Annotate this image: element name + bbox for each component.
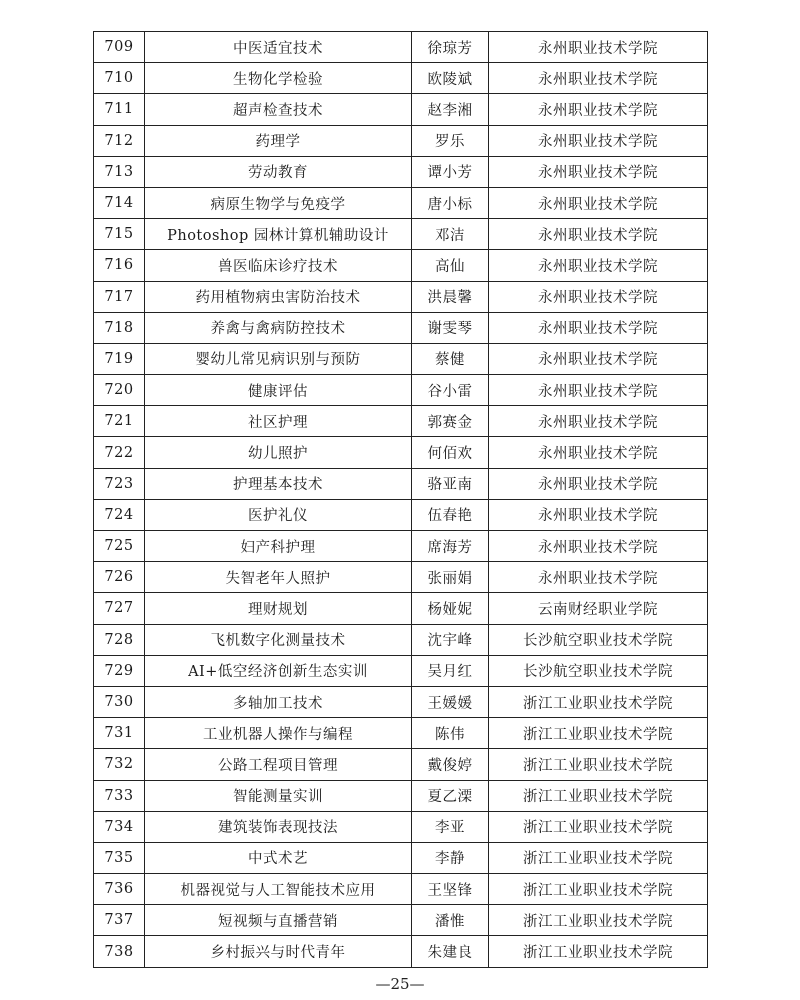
person-name: 李亚 bbox=[412, 811, 489, 842]
course-name: Photoshop 园林计算机辅助设计 bbox=[145, 219, 412, 250]
course-name: 工业机器人操作与编程 bbox=[145, 718, 412, 749]
person-name: 赵李湘 bbox=[412, 94, 489, 125]
row-number: 728 bbox=[94, 624, 145, 655]
table-row bbox=[94, 811, 708, 842]
person-name: 罗乐 bbox=[412, 125, 489, 156]
row-number: 738 bbox=[94, 936, 145, 967]
row-number: 709 bbox=[94, 32, 145, 63]
table-row bbox=[94, 936, 708, 967]
row-number: 722 bbox=[94, 437, 145, 468]
school-name: 永州职业技术学院 bbox=[489, 312, 708, 343]
school-name: 永州职业技术学院 bbox=[489, 437, 708, 468]
school-name: 长沙航空职业技术学院 bbox=[489, 655, 708, 686]
school-name: 永州职业技术学院 bbox=[489, 343, 708, 374]
course-name: 多轴加工技术 bbox=[145, 686, 412, 717]
school-name: 浙江工业职业技术学院 bbox=[489, 749, 708, 780]
row-number: 736 bbox=[94, 874, 145, 905]
school-name: 浙江工业职业技术学院 bbox=[489, 905, 708, 936]
person-name: 徐琼芳 bbox=[412, 32, 489, 63]
table-row bbox=[94, 250, 708, 281]
row-number: 727 bbox=[94, 593, 145, 624]
person-name: 邓洁 bbox=[412, 219, 489, 250]
row-number: 732 bbox=[94, 749, 145, 780]
row-number: 721 bbox=[94, 406, 145, 437]
table-row bbox=[94, 624, 708, 655]
school-name: 永州职业技术学院 bbox=[489, 375, 708, 406]
school-name: 永州职业技术学院 bbox=[489, 187, 708, 218]
table-row bbox=[94, 780, 708, 811]
row-number: 729 bbox=[94, 655, 145, 686]
person-name: 沈宇峰 bbox=[412, 624, 489, 655]
row-number: 733 bbox=[94, 780, 145, 811]
table-row bbox=[94, 281, 708, 312]
person-name: 何佰欢 bbox=[412, 437, 489, 468]
course-name: 生物化学检验 bbox=[145, 63, 412, 94]
table-row bbox=[94, 406, 708, 437]
table-row bbox=[94, 94, 708, 125]
course-name: 医护礼仪 bbox=[145, 499, 412, 530]
course-name: 乡村振兴与时代青年 bbox=[145, 936, 412, 967]
person-name: 夏乙溧 bbox=[412, 780, 489, 811]
person-name: 戴俊婷 bbox=[412, 749, 489, 780]
course-name: 健康评估 bbox=[145, 375, 412, 406]
school-name: 永州职业技术学院 bbox=[489, 468, 708, 499]
row-number: 712 bbox=[94, 125, 145, 156]
table-row bbox=[94, 905, 708, 936]
course-name: 护理基本技术 bbox=[145, 468, 412, 499]
course-name: 建筑装饰表现技法 bbox=[145, 811, 412, 842]
school-name: 浙江工业职业技术学院 bbox=[489, 842, 708, 873]
course-name: 短视频与直播营销 bbox=[145, 905, 412, 936]
course-name: 超声检查技术 bbox=[145, 94, 412, 125]
person-name: 谭小芳 bbox=[412, 156, 489, 187]
table-row bbox=[94, 63, 708, 94]
school-name: 永州职业技术学院 bbox=[489, 499, 708, 530]
course-table bbox=[93, 31, 708, 968]
course-name: 药理学 bbox=[145, 125, 412, 156]
row-number: 724 bbox=[94, 499, 145, 530]
table-row bbox=[94, 562, 708, 593]
row-number: 711 bbox=[94, 94, 145, 125]
row-number: 730 bbox=[94, 686, 145, 717]
school-name: 永州职业技术学院 bbox=[489, 94, 708, 125]
course-name: 中式术艺 bbox=[145, 842, 412, 873]
school-name: 永州职业技术学院 bbox=[489, 281, 708, 312]
person-name: 张丽娟 bbox=[412, 562, 489, 593]
school-name: 永州职业技术学院 bbox=[489, 531, 708, 562]
table-row bbox=[94, 343, 708, 374]
person-name: 欧陵斌 bbox=[412, 63, 489, 94]
table-row bbox=[94, 842, 708, 873]
table-row bbox=[94, 499, 708, 530]
table-body bbox=[94, 32, 708, 968]
row-number: 726 bbox=[94, 562, 145, 593]
person-name: 洪晨馨 bbox=[412, 281, 489, 312]
course-name: 社区护理 bbox=[145, 406, 412, 437]
school-name: 永州职业技术学院 bbox=[489, 32, 708, 63]
table-row bbox=[94, 187, 708, 218]
row-number: 731 bbox=[94, 718, 145, 749]
row-number: 720 bbox=[94, 375, 145, 406]
school-name: 永州职业技术学院 bbox=[489, 562, 708, 593]
person-name: 王坚锋 bbox=[412, 874, 489, 905]
row-number: 710 bbox=[94, 63, 145, 94]
person-name: 吴月红 bbox=[412, 655, 489, 686]
row-number: 716 bbox=[94, 250, 145, 281]
school-name: 浙江工业职业技术学院 bbox=[489, 811, 708, 842]
person-name: 高仙 bbox=[412, 250, 489, 281]
school-name: 浙江工业职业技术学院 bbox=[489, 874, 708, 905]
row-number: 737 bbox=[94, 905, 145, 936]
school-name: 云南财经职业学院 bbox=[489, 593, 708, 624]
school-name: 长沙航空职业技术学院 bbox=[489, 624, 708, 655]
row-number: 715 bbox=[94, 219, 145, 250]
table-row bbox=[94, 686, 708, 717]
course-name: 婴幼儿常见病识别与预防 bbox=[145, 343, 412, 374]
course-name: 飞机数字化测量技术 bbox=[145, 624, 412, 655]
table-row bbox=[94, 32, 708, 63]
school-name: 永州职业技术学院 bbox=[489, 250, 708, 281]
table-row bbox=[94, 219, 708, 250]
row-number: 734 bbox=[94, 811, 145, 842]
course-name: 妇产科护理 bbox=[145, 531, 412, 562]
school-name: 浙江工业职业技术学院 bbox=[489, 780, 708, 811]
course-name: 药用植物病虫害防治技术 bbox=[145, 281, 412, 312]
school-name: 永州职业技术学院 bbox=[489, 156, 708, 187]
table-row bbox=[94, 655, 708, 686]
school-name: 浙江工业职业技术学院 bbox=[489, 686, 708, 717]
person-name: 郭赛金 bbox=[412, 406, 489, 437]
person-name: 蔡健 bbox=[412, 343, 489, 374]
row-number: 713 bbox=[94, 156, 145, 187]
person-name: 王媛媛 bbox=[412, 686, 489, 717]
table-row bbox=[94, 312, 708, 343]
row-number: 723 bbox=[94, 468, 145, 499]
row-number: 714 bbox=[94, 187, 145, 218]
course-name: 劳动教育 bbox=[145, 156, 412, 187]
table-row bbox=[94, 749, 708, 780]
course-name: 公路工程项目管理 bbox=[145, 749, 412, 780]
person-name: 谷小雷 bbox=[412, 375, 489, 406]
person-name: 唐小标 bbox=[412, 187, 489, 218]
person-name: 潘惟 bbox=[412, 905, 489, 936]
school-name: 永州职业技术学院 bbox=[489, 125, 708, 156]
course-name: 幼儿照护 bbox=[145, 437, 412, 468]
table-row bbox=[94, 531, 708, 562]
person-name: 骆亚南 bbox=[412, 468, 489, 499]
row-number: 725 bbox=[94, 531, 145, 562]
school-name: 永州职业技术学院 bbox=[489, 219, 708, 250]
school-name: 永州职业技术学院 bbox=[489, 406, 708, 437]
table-row bbox=[94, 125, 708, 156]
course-name: 理财规划 bbox=[145, 593, 412, 624]
person-name: 伍春艳 bbox=[412, 499, 489, 530]
person-name: 李静 bbox=[412, 842, 489, 873]
table-row bbox=[94, 593, 708, 624]
table-row bbox=[94, 156, 708, 187]
table-row bbox=[94, 468, 708, 499]
document-page bbox=[93, 31, 707, 968]
course-name: 中医适宜技术 bbox=[145, 32, 412, 63]
person-name: 杨娅妮 bbox=[412, 593, 489, 624]
course-name: 失智老年人照护 bbox=[145, 562, 412, 593]
table-row bbox=[94, 437, 708, 468]
course-name: 养禽与禽病防控技术 bbox=[145, 312, 412, 343]
course-name: 兽医临床诊疗技术 bbox=[145, 250, 412, 281]
page-number: —25— bbox=[375, 975, 425, 993]
row-number: 717 bbox=[94, 281, 145, 312]
table-row bbox=[94, 718, 708, 749]
school-name: 浙江工业职业技术学院 bbox=[489, 936, 708, 967]
person-name: 陈伟 bbox=[412, 718, 489, 749]
course-name: 智能测量实训 bbox=[145, 780, 412, 811]
course-name: 机器视觉与人工智能技术应用 bbox=[145, 874, 412, 905]
row-number: 718 bbox=[94, 312, 145, 343]
row-number: 719 bbox=[94, 343, 145, 374]
school-name: 永州职业技术学院 bbox=[489, 63, 708, 94]
table-row bbox=[94, 375, 708, 406]
row-number: 735 bbox=[94, 842, 145, 873]
person-name: 席海芳 bbox=[412, 531, 489, 562]
school-name: 浙江工业职业技术学院 bbox=[489, 718, 708, 749]
person-name: 朱建良 bbox=[412, 936, 489, 967]
course-name: AI+低空经济创新生态实训 bbox=[145, 655, 412, 686]
course-name: 病原生物学与免疫学 bbox=[145, 187, 412, 218]
person-name: 谢雯琴 bbox=[412, 312, 489, 343]
table-row bbox=[94, 874, 708, 905]
